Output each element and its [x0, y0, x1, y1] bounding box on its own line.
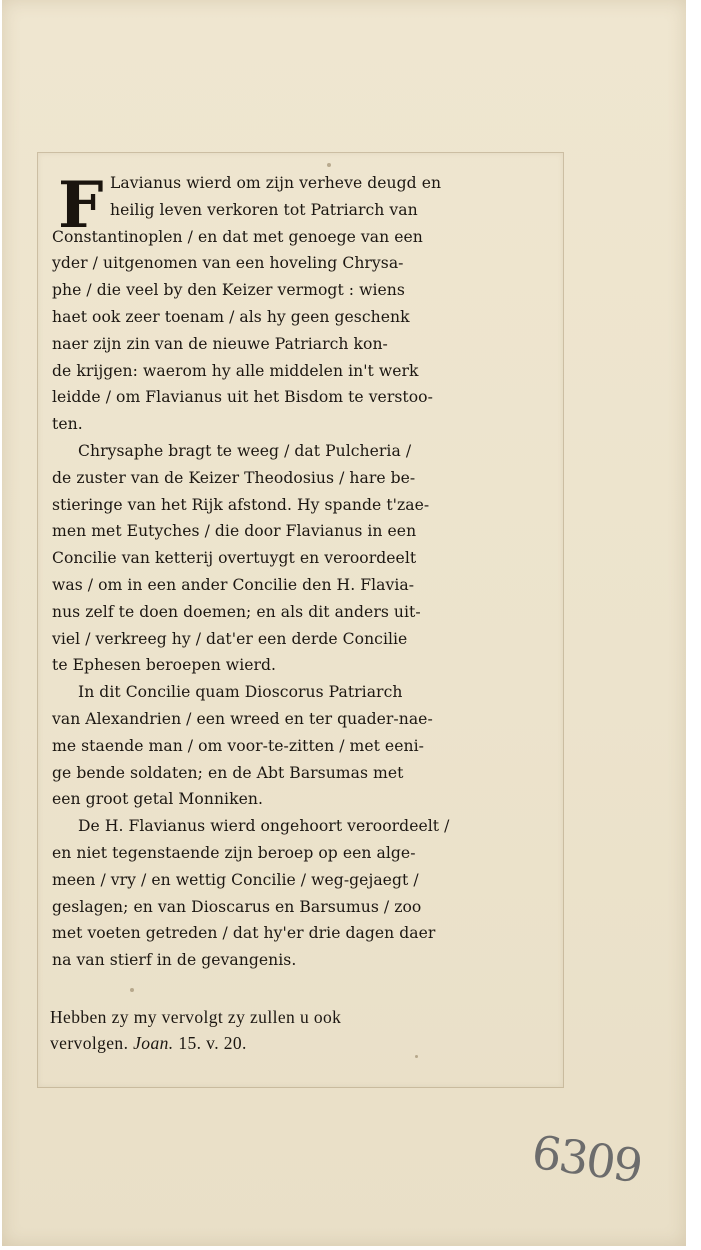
text-line: De H. Flavianus wierd ongehoort veroordeelt / — [78, 817, 450, 836]
ink-speck — [327, 163, 331, 167]
text-line: van Alexandrien / een wreed en ter quader-nae- — [52, 709, 433, 728]
text-line: In dit Concilie quam Dioscorus Patriarch — [78, 683, 403, 702]
text-line: haet ook zeer toenam / als hy geen geschenk — [52, 307, 410, 326]
text-line: was / om in een ander Concilie den H. Flavia- — [52, 575, 415, 594]
text-line: Chrysaphe bragt te weeg / dat Pulcheria / — [78, 441, 412, 460]
paragraph-4 — [52, 813, 552, 974]
paragraph-3 — [52, 679, 552, 813]
legend-text — [52, 170, 552, 974]
text-line: viel / verkreeg hy / dat'er een derde Concilie — [52, 629, 408, 648]
text-line: phe / die veel by den Keizer vermogt : wiens — [52, 281, 405, 300]
paragraph-2 — [52, 438, 552, 679]
text-line: de zuster van de Keizer Theodosius / hare be- — [52, 468, 416, 487]
paragraph-1 — [52, 170, 552, 438]
text-line: men met Eutyches / die door Flavianus in een — [52, 522, 417, 541]
text-line: ten. — [52, 415, 83, 434]
bible-verse-reference: 15. v. 20. — [178, 1033, 247, 1053]
text-line: yder / uitgenomen van een hoveling Chrysa- — [52, 254, 404, 273]
text-line: heilig leven verkoren tot Patriarch van — [110, 200, 418, 219]
motto-text: vervolgen. — [50, 1033, 129, 1053]
text-line: geslagen; en van Dioscarus en Barsumus / zoo — [52, 897, 422, 916]
text-line: met voeten getreden / dat hy'er drie dagen daer — [52, 924, 436, 943]
drop-cap-initial: F — [58, 168, 104, 243]
text-line: ge bende soldaten; en de Abt Barsumas met — [52, 763, 404, 782]
text-line: te Ephesen beroepen wierd. — [52, 656, 277, 675]
text-line: stieringe van het Rijk afstond. Hy spande t'zae- — [52, 495, 430, 514]
paper-sheet — [2, 0, 686, 1246]
text-line: nus zelf te doen doemen; en als dit anders uit- — [52, 602, 421, 621]
bible-book-reference: Joan. — [133, 1033, 174, 1053]
text-line: en niet tegenstaende zijn beroep op een alge- — [52, 843, 416, 862]
text-line: Lavianus wierd om zijn verheve deugd en — [110, 174, 442, 192]
text-line: Concilie van ketterij overtuygt en veroordeelt — [52, 549, 417, 568]
handwritten-catalog-number: 6309 — [528, 1124, 645, 1194]
motto-line-2 — [50, 1030, 555, 1056]
text-line: de krijgen: waerom hy alle middelen in't werk — [52, 361, 419, 380]
scripture-motto — [50, 1004, 555, 1056]
text-line: na van stierf in de gevangenis. — [52, 951, 297, 970]
motto-line-1: Hebben zy my vervolgt zy zullen u ook — [50, 1007, 342, 1027]
text-line: meen / vry / en wettig Concilie / weg-gejaegt / — [52, 870, 419, 889]
text-line: een groot getal Monniken. — [52, 790, 263, 809]
text-line: Constantinoplen / en dat met genoege van een — [52, 227, 423, 246]
ink-speck — [130, 988, 134, 992]
text-line: leidde / om Flavianus uit het Bisdom te verstoo- — [52, 388, 433, 407]
text-line: naer zijn zin van de nieuwe Patriarch kon- — [52, 334, 388, 353]
text-line: me staende man / om voor-te-zitten / met eeni- — [52, 736, 424, 755]
